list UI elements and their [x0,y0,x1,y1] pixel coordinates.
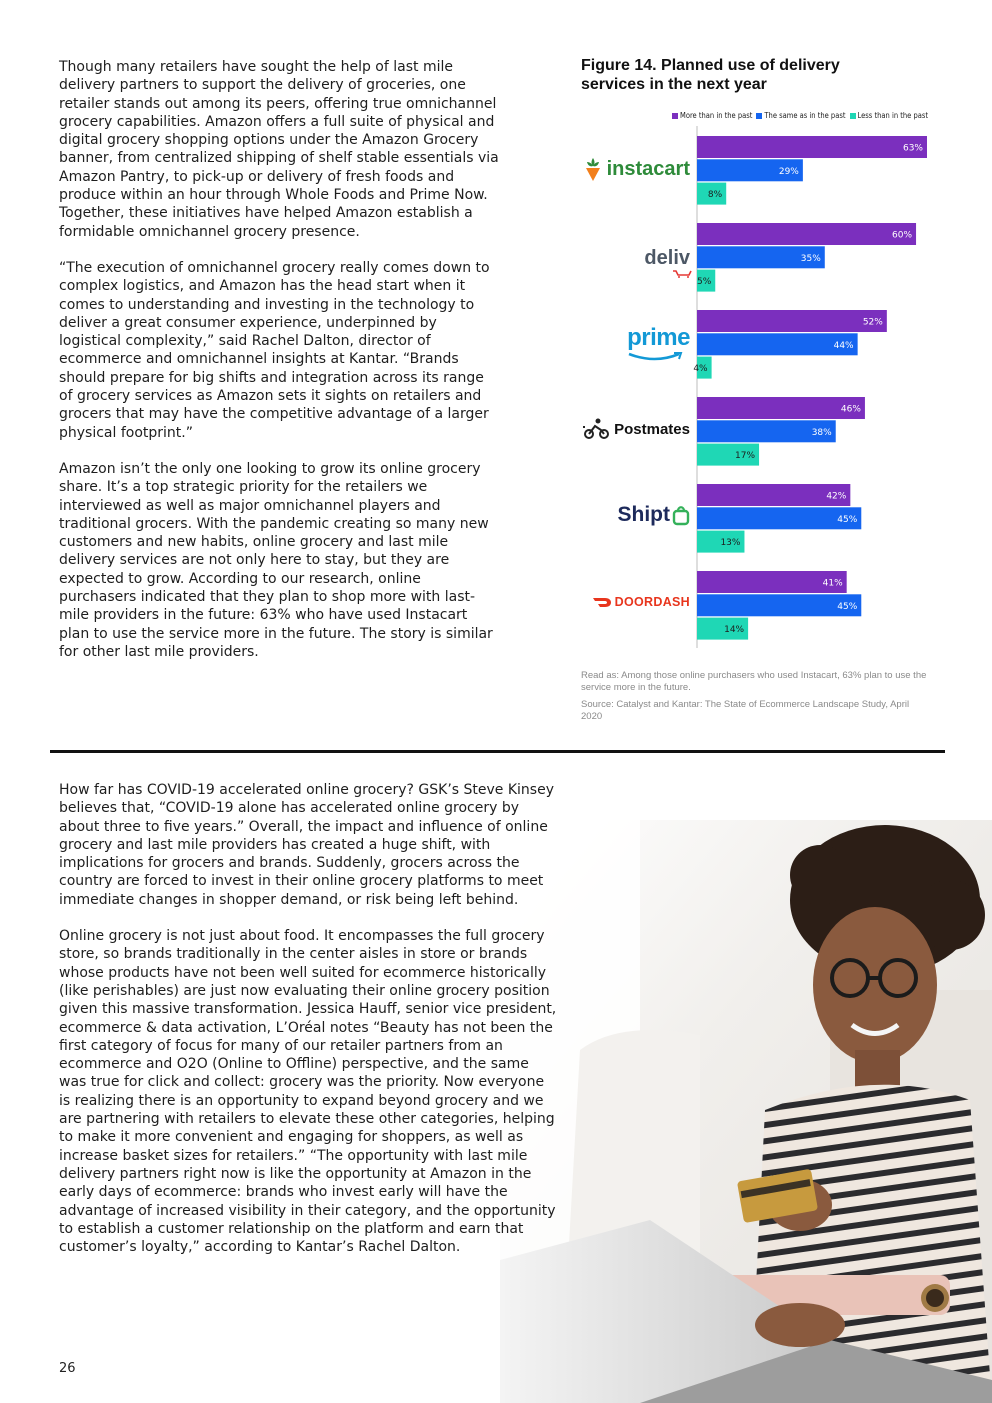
bar-value-label: 63% [902,143,923,154]
bar-value-label: 42% [826,491,847,502]
paragraph: “The execution of omnichannel grocery really comes down to complex logistics, and Amazon has the head start when it comes to understanding and investing in the technology to deliver a great consumer experience, underpinned by logistical complexity,” said Rachel Dalton, director of ecommerce and omnichannel insights at Kantar. “Brands should prepare for big shifts and integration across its range of grocery services as Amazon sets it sights on retailers and grocers that may have the competitive advantage of a larger physical footprint.” [59,259,490,441]
legend-label: More than in the past [680,111,753,120]
instacart-wordmark: instacart [606,157,690,180]
bar-instacart-0 [697,136,927,158]
prime-wordmark: prime [627,324,690,351]
section-divider [50,750,945,753]
legend-item-more [672,111,752,120]
paragraph: Online grocery is not just about food. It encompasses the full grocery store, so brands traditionally in the center aisles in store or brands whose products have not been well suited for ecommerce historically (like perishables) are just now evaluating their online grocery position given this massive transformation. Jessica Hauff, senior vice president, ecommerce & data activation, L’Oréal notes “Beauty has not been the first category of focus for many of our retailer partners from an ecommerce and O2O (Online to Offline) perspective, and the same was true for click and collect: grocery was the priority. Now everyone is realizing there is an opportunity to expand beyond grocery and we are partnering with retailers to elevate these other categories, helping to make it more convenient and engaging for shoppers, as well as increase basket sizes for retailers.” “The opportunity with last mile delivery partners right now is like the opportunity at Amazon in the early days of ecommerce: brands who invest early will have the advantage of increased visibility in their category, and the opportunity to establish a customer relationship on the platform and earn that customer’s loyalty,” according to Kantar’s Rachel Dalton. [59,928,557,1256]
bar-value-label: 4% [693,364,708,375]
top-body-text [59,58,499,679]
bar-value-label: 14% [724,625,745,636]
source-note: Source: Catalyst and Kantar: The State of Ecommerce Landscape Study, April 2020 [581,699,910,722]
bar-value-label: 35% [800,253,821,264]
legend-swatch [672,113,678,119]
legend-item-less [850,111,929,120]
postmates-wordmark: Postmates [614,420,690,438]
bar-value-label: 45% [837,514,858,525]
legend-swatch [756,113,762,119]
shipt-wordmark: Shipt [617,503,670,526]
bar-value-label: 13% [720,538,741,549]
chart-legend [672,111,944,120]
bar-value-label: 8% [707,190,723,201]
bar-postmates-0 [697,397,865,419]
paragraph: Amazon isn’t the only one looking to grow its online grocery share. It’s a top strategic priority for the retailers we interviewed as well as major omnichannel players and traditional grocers. With the pandemic creating so many new customers and new habits, online grocery and last mile delivery services are not only here to stay, but they are expected to grow. According to our research, online purchasers indicated that they plan to shop more with last-mile providers in the future: 63% who have used Instacart plan to use the service more in the future. The story is similar for other last mile providers. [59,460,493,660]
bar-value-label: 38% [811,427,832,438]
paragraph: Though many retailers have sought the help of last mile delivery partners to support the delivery of groceries, one retailer stands out among its peers, offering true omnichannel grocery capabilities. Amazon offers a full suite of physical and digital grocery shopping options under the Amazon Grocery banner, from centralized shipping of shelf stable essentials via Amazon Pantry, to pick-up or delivery of fresh foods and produce within an hour through Whole Foods and Prime Now. Together, these initiatives have helped Amazon establish a formidable omnichannel grocery presence. [59,59,499,240]
bar-value-label: 60% [892,230,913,241]
woman-with-laptop-photo [500,820,992,1403]
deliv-wordmark: deliv [644,246,690,269]
doordash-wordmark: DOORDASH [614,595,690,609]
legend-label: The same as in the past [764,111,846,120]
legend-item-same [756,111,845,120]
legend-label: Less than in the past [857,111,929,120]
bar-value-label: 41% [822,578,843,589]
bottom-body-text [59,781,559,1274]
page-number: 26 [59,1361,76,1376]
bar-value-label: 45% [837,601,858,612]
read-as-note: Read as: Among those online purchasers who used Instacart, 63% plan to use the service more in the future. [581,670,927,693]
bar-value-label: 5% [696,277,712,288]
bar-value-label: 44% [833,340,854,351]
bar-value-label: 46% [840,404,861,415]
bar-prime-0 [697,310,887,332]
bar-value-label: 29% [778,166,799,177]
bar-chart [575,126,945,648]
figure-title: Figure 14. Planned use of delivery services in the next year [581,57,840,93]
legend-swatch [850,113,856,119]
bar-deliv-0 [697,223,916,245]
bar-value-label: 17% [735,451,756,462]
bar-value-label: 52% [862,317,883,328]
paragraph: How far has COVID-19 accelerated online grocery? GSK’s Steve Kinsey believes that, “COVID-19 alone has accelerated online grocery by about three to five years.” Overall, the impact and influence of online grocery and last mile providers has created a huge shift, with implications for grocers and brands. Suddenly, grocers across the country are forced to invest in their online grocery platforms to meet immediate changes in shopper demand, or risk being left behind. [59,782,554,908]
